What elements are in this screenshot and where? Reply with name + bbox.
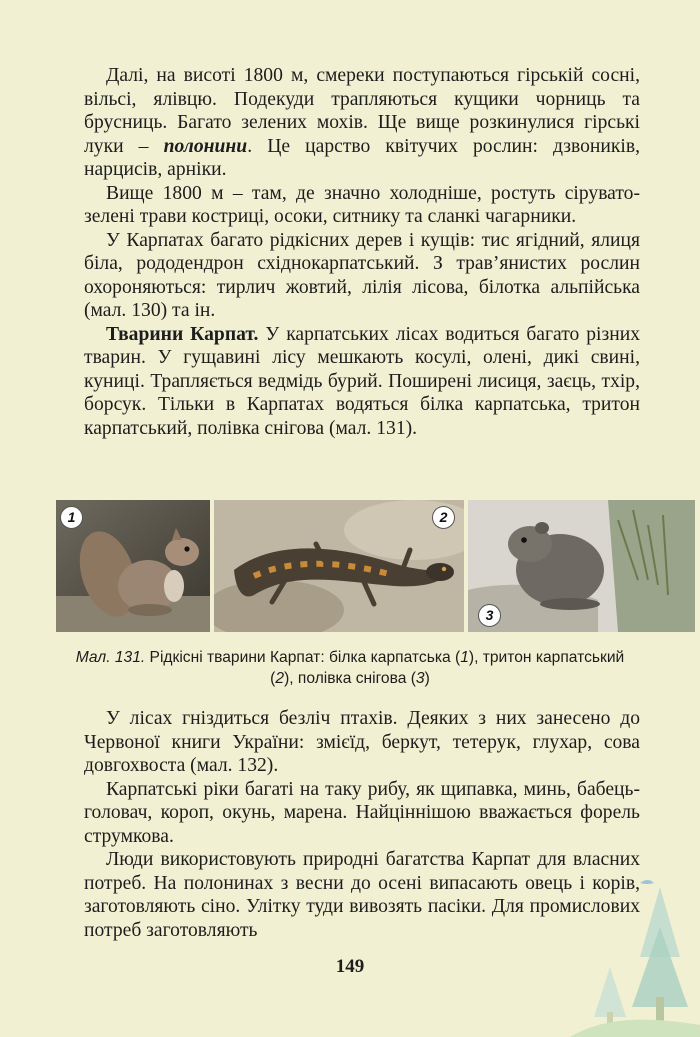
term-polonyny: полонини	[163, 135, 248, 157]
text-block-bottom	[84, 707, 640, 942]
photo-number-2: 2	[432, 506, 455, 529]
decorative-trees-illustration	[570, 847, 700, 1037]
newt-illustration	[214, 500, 464, 632]
page-number: 149	[335, 956, 365, 977]
photo-vole	[468, 500, 695, 632]
paragraph-mountain-meadows: Далі, на висоті 1800 м, смереки поступаються гірській сосні, вільсі, ялівцю. Подекуди трапляються кущики чорниць та брусниць. Багато зелених мохів. Ще вище розкинулися гірські луки – полонини. Це царство квітучих рослин: дзвоників, нарцисів, арніки.	[84, 65, 640, 180]
paragraph-fish: Карпатські ріки багаті на таку рибу, як щипавка, минь, бабець-головач, короп, окунь, марена. Найціннішою вважається форель струмкова.	[84, 778, 640, 847]
paragraph-above-1800m: Вище 1800 м – там, де значно холодніше, ростуть сірувато-зелені трави костриці, осоки, ситнику та сланкі чагарники.	[84, 182, 640, 227]
photo-number-3: 3	[478, 604, 501, 627]
paragraph-people: Люди використовують природні багатства Карпат для власних потреб. На полонинах з весни до осені випасають овець і корів, заготовляють сіно. Улітку туди вивозять пасіки. Для промислових потреб заготовляють	[84, 849, 640, 941]
photo-number-1: 1	[60, 506, 83, 529]
heading-carpathian-animals: Тварини Карпат.	[106, 323, 259, 345]
vole-illustration	[468, 500, 695, 632]
paragraph-rare-plants: У Карпатах багато рідкісних дерев і кущів: тис ягідний, ялиця біла, рододендрон східнокарпатський. З трав’янистих рослин охороняються: тирлич жовтий, лілія лісова, білотка альпійська (мал. 130) та ін.	[84, 229, 640, 321]
figure-131-caption: Мал. 131. Рідкісні тварини Карпат: білка карпатська (1), тритон карпатський (2), полівка снігова (3)	[75, 649, 625, 687]
paragraph-carpathian-animals: Тварини Карпат. У карпатських лісах водиться багато різних тварин. У гущавині лісу мешкають косулі, олені, дикі свині, куниці. Трапляється ведмідь бурий. Поширені лисиця, заєць, тхір, борсук. Тільки в Карпатах водяться білка карпатська, тритон карпатський, полівка снігова (мал. 131).	[84, 323, 641, 439]
photo-newt	[214, 500, 464, 632]
text-block-top	[84, 64, 640, 440]
caption-label: Мал. 131.	[75, 649, 146, 666]
photo-squirrel	[56, 500, 210, 632]
paragraph-birds: У лісах гніздиться безліч птахів. Деяких з них занесено до Червоної книги України: змієїд, беркут, тетерук, глухар, сова довгохвоста (мал. 132).	[84, 708, 640, 776]
